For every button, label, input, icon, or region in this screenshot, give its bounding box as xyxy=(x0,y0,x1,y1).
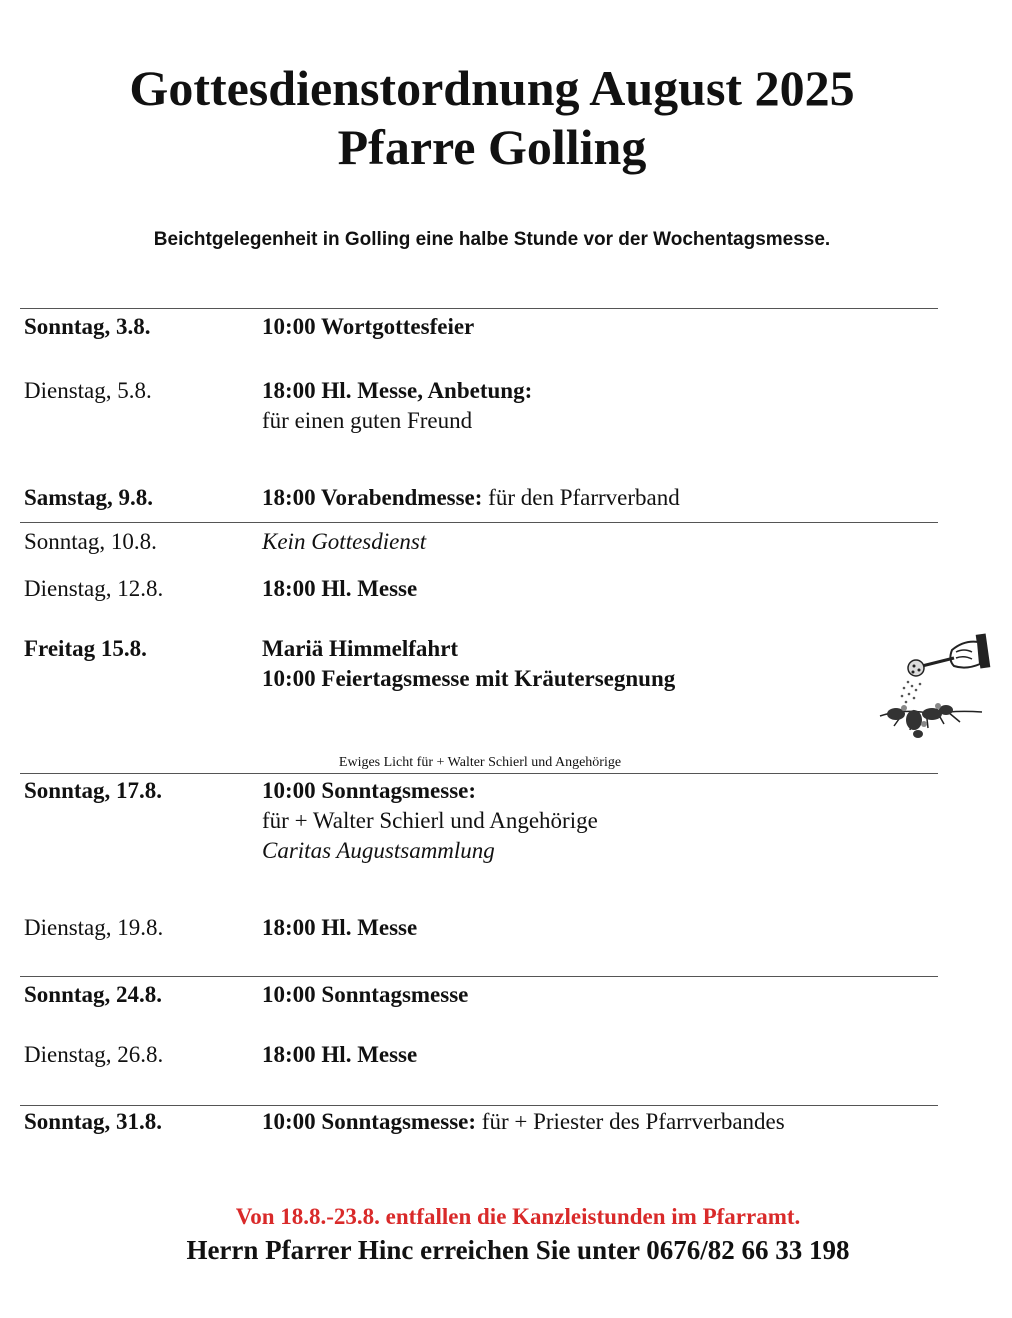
entry-service-title: 10:00 Sonntagsmesse: xyxy=(262,1109,477,1134)
entry-service xyxy=(262,1107,785,1137)
entry-service: 18:00 Hl. Messe xyxy=(262,1042,418,1067)
entry-feast: Mariä Himmelfahrt xyxy=(262,636,459,661)
parish-name: Pfarre Golling xyxy=(337,119,647,175)
entry-service: 10:00 Sonntagsmesse: xyxy=(262,778,477,803)
confession-info: Beichtgelegenheit in Golling eine halbe Stunde vor der Wochentagsmesse. xyxy=(153,229,831,250)
divider xyxy=(20,522,938,523)
entry-service: 18:00 Hl. Messe xyxy=(262,576,418,601)
entry-date: Dienstag, 5.8. xyxy=(24,378,152,403)
entry-service: 18:00 Hl. Messe, Anbetung: xyxy=(262,378,533,403)
divider xyxy=(20,308,938,309)
entry-date: Sonntag, 31.8. xyxy=(24,1109,163,1134)
entry-service: 10:00 Wortgottesfeier xyxy=(262,314,475,339)
entry-intention: für + Priester des Pfarrverbandes xyxy=(476,1109,785,1134)
divider xyxy=(20,976,938,977)
herb-blessing-sprinkler-icon xyxy=(874,630,994,742)
entry-date: Dienstag, 12.8. xyxy=(24,576,164,601)
divider xyxy=(20,773,938,774)
entry-service: 10:00 Feiertagsmesse mit Kräutersegnung xyxy=(262,666,676,691)
entry-service-title: 18:00 Vorabendmesse: xyxy=(262,485,483,510)
entry-date: Freitag 15.8. xyxy=(24,636,147,661)
entry-date: Sonntag, 17.8. xyxy=(24,778,163,803)
entry-intention: für den Pfarrverband xyxy=(482,485,680,510)
entry-date: Sonntag, 3.8. xyxy=(24,314,151,339)
entry-service xyxy=(262,483,680,513)
eternal-light-note: Ewiges Licht für + Walter Schierl und Angehörige xyxy=(338,755,622,770)
entry-service: 10:00 Sonntagsmesse xyxy=(262,982,469,1007)
page-title: Gottesdienstordnung August 2025 xyxy=(129,60,855,116)
office-closure-note: Von 18.8.-23.8. entfallen die Kanzleistunden im Pfarramt. xyxy=(235,1204,801,1229)
pastor-contact: Herrn Pfarrer Hinc erreichen Sie unter 0676/82 66 33 198 xyxy=(186,1235,850,1265)
entry-date: Dienstag, 26.8. xyxy=(24,1042,164,1067)
entry-service: Kein Gottesdienst xyxy=(262,529,427,554)
entry-date: Sonntag, 24.8. xyxy=(24,982,163,1007)
entry-date: Samstag, 9.8. xyxy=(24,485,154,510)
entry-intention: für + Walter Schierl und Angehörige xyxy=(262,808,598,833)
divider xyxy=(20,1105,938,1106)
entry-service: 18:00 Hl. Messe xyxy=(262,915,418,940)
entry-date: Sonntag, 10.8. xyxy=(24,529,157,554)
entry-date: Dienstag, 19.8. xyxy=(24,915,164,940)
entry-collection: Caritas Augustsammlung xyxy=(262,838,495,863)
entry-intention: für einen guten Freund xyxy=(262,408,473,433)
